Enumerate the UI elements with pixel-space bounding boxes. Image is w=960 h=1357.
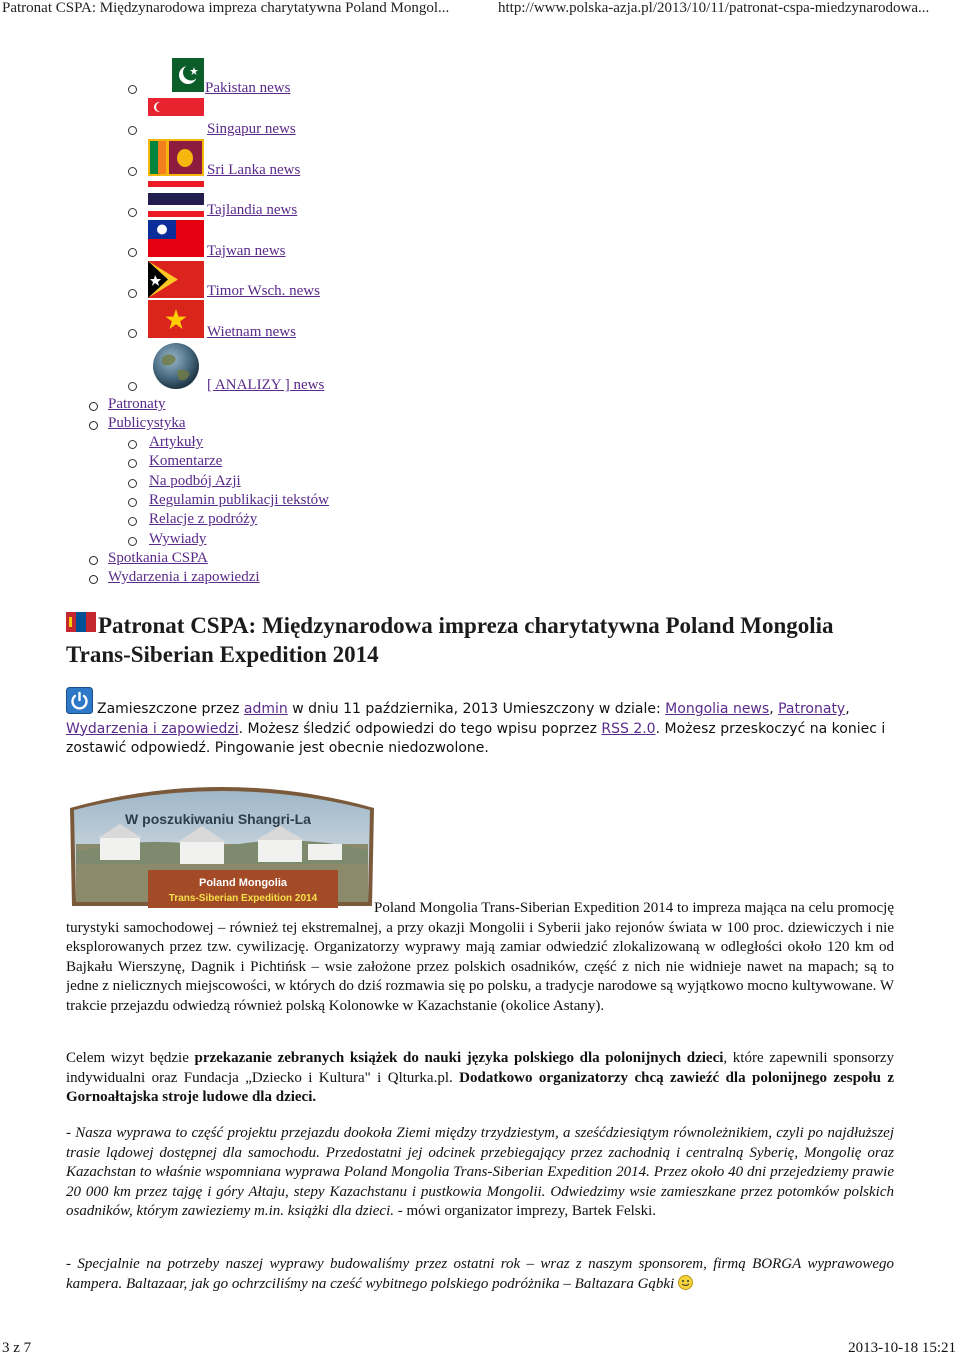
page-title-header: Patronat CSPA: Międzynarodowa impreza charytatywna Poland Mongol... [2,0,450,16]
thailand-flag-icon [148,181,204,217]
author-link[interactable]: admin [243,701,288,717]
page-url-header: http://www.polska-azja.pl/2013/10/11/patronat-cspa-miedzynarodowa... [498,0,930,16]
circle-bullet [128,289,137,298]
circle-bullet [128,85,137,94]
p2-part-c: , które zapewnili sponsorzy indywidualni oraz Fundacja „Dziecko i Kultura" i Qlturka.pl. [66,1050,894,1086]
circle-bullet [128,126,137,135]
menu-link-patronaty[interactable]: Patronaty [108,396,166,412]
circle-bullet [128,440,137,449]
sidebar-link-vietnam[interactable]: Wietnam news [207,324,296,340]
menu-link-relacje[interactable]: Relacje z podróży [149,511,258,527]
menu-link-na-podboj-azji[interactable]: Na podbój Azji [149,473,241,489]
page-counter: 3 z 7 [2,1340,32,1356]
p2-part-a: Celem wizyt będzie [66,1050,195,1066]
menu-link-spotkania[interactable]: Spotkania CSPA [108,550,208,566]
circle-bullet [128,537,137,546]
circle-bullet [128,329,137,338]
category-link-patronaty[interactable]: Patronaty [778,701,846,717]
meta-date: w dniu 11 października, 2013 Umieszczony w dziale: [292,701,661,717]
article-paragraph-quote [66,1124,894,1222]
sidebar-link-analizy[interactable]: [ ANALIZY ] news [207,377,325,393]
p4-text: - Specjalnie na potrzeby naszej wyprawy budowaliśmy przez ostatni rok – wraz z naszym sponsorem, firmą BORGA wyprawowego kampera. Baltazaar, jak go ochrzciliśmy na cześć wybitnego polskiego podróżnika – Baltazara Gąbki [66,1256,894,1292]
banner-text-top: W poszukiwaniu Shangri-La [125,811,311,827]
disc-bullet [89,575,98,584]
globe-icon [148,342,204,390]
circle-bullet [128,248,137,257]
disc-bullet [89,556,98,565]
p3-attribution: - mówi organizator imprezy, Bartek Felski. [394,1203,657,1219]
meta-prefix: Zamieszczone przez [97,701,240,717]
p3-quote: - Nasza wyprawa to część projektu przejazdu dookoła Ziemi między trzydziestym, a sześćdziesiątym równoleżnikiem, czyli po najdłuższej trasie lądowej dostępnej dla samochodu. Przedostatni jej odcinek przebiegający przez zachodnią i centralną Syberię, Mongolię oraz Kazachstan to właśnie wspomniana wyprawa Poland Mongolia Trans-Siberian Expedition 2014. Przez około 40 dni przejedziemy prawie 20 000 km przez tajgę i góry Ałtaju, stepy Kazachstanu i pustkowia Mongolii. Odwiedzimy wsie zamieszkane przez potomków polskich osadników, którym zawieziemy m.in. książki dla dzieci. [66,1125,894,1219]
circle-bullet [128,208,137,217]
menu-link-wydarzenia[interactable]: Wydarzenia i zapowiedzi [108,569,260,585]
p2-part-b: przekazanie zebranych książek do nauki języka polskiego dla polonijnych dzieci [194,1050,724,1066]
disc-bullet [89,402,98,411]
sidebar-link-pakistan[interactable]: Pakistan news [205,80,291,96]
smiley-icon [678,1275,693,1290]
singapore-flag-icon [148,98,204,134]
circle-bullet [128,382,137,391]
article-title: Patronat CSPA: Międzynarodowa impreza charytatywna Poland Mongolia Trans-Siberian Expedition 2014 [66,613,834,667]
circle-bullet [128,498,137,507]
circle-bullet [128,459,137,468]
menu-link-artykuly[interactable]: Artykuły [149,434,204,450]
circle-bullet [128,479,137,488]
menu-link-regulamin[interactable]: Regulamin publikacji tekstów [149,492,329,508]
menu-link-komentarze[interactable]: Komentarze [149,453,223,469]
article-intro [66,899,894,1025]
banner-text-bottom1: Poland Mongolia [199,877,287,889]
meta-end: . Możesz przeskoczyć na koniec i zostawić odpowiedź. Pingowanie jest obecnie niedozwolone. [66,720,886,756]
east-timor-flag-icon [148,261,204,298]
sidebar-link-thailand[interactable]: Tajlandia news [207,202,298,218]
sidebar-link-east-timor[interactable]: Timor Wsch. news [207,283,320,299]
sidebar-link-sri-lanka[interactable]: Sri Lanka news [207,162,301,178]
expedition-banner-image [68,774,376,910]
menu-link-wywiady[interactable]: Wywiady [149,531,207,547]
pakistan-flag-icon [162,58,204,92]
taiwan-flag-icon [148,220,204,257]
category-link-wydarzenia[interactable]: Wydarzenia i zapowiedzi [66,720,239,737]
vietnam-flag-icon [148,300,204,338]
sidebar-link-taiwan[interactable]: Tajwan news [207,243,286,259]
meta-follow: . Możesz śledzić odpowiedzi do tego wpisu poprzez [238,720,597,737]
sri-lanka-flag-icon [148,139,204,176]
sidebar-link-singapore[interactable]: Singapur news [207,121,296,137]
article-paragraph-camper [66,1255,894,1294]
disc-bullet [89,421,98,430]
article-paragraph-goal [66,1049,894,1108]
rss-link[interactable]: RSS 2.0 [601,720,656,737]
menu-link-publicystyka[interactable]: Publicystyka [108,415,186,431]
banner-text-bottom2: Trans-Siberian Expedition 2014 [168,893,318,904]
print-datetime: 2013-10-18 15:21 [848,1340,956,1356]
p2-part-d: Dodatkowo organizatorzy chcą zawieźć dla polonijnego zespołu z Gornoałtajska stroje ludowe dla dzieci. [66,1069,894,1105]
intro-text: Poland Mongolia Trans-Siberian Expedition 2014 to impreza mająca na celu promocję turystyki samochodowej – również tej ekstremalnej, a przy okazji Mongolii i Syberii jako rejonów świata w 100 proc. dziewiczych i nie eksplorowanych przez tzw. cywilizację. Organizatorzy wyprawy mają zamiar odwiedzić zlokalizowaną w odległości około 120 km od Bajkału Wierszynę, Dagnik i Pichtińsk – wsie założone przez polskich osadników, część z nich nie widnieje nawet na mapach; są to jedne z nielicznych miejscowości, w których do dziś rozmawia się po polsku, a tradycje narodowe są wyjątkowo mocno kultywowane. W trakcie przejazdu odwiedzą również polską Kolonowke w Kazachstanie (okolice Astany). [66,900,894,1014]
circle-bullet [128,167,137,176]
article-meta: Zamieszczone przez admin w dniu 11 października, 2013 Umieszczony w dziale: Mongolia news, Patronaty, Wydarzenia i zapowiedzi. Możesz śledzić odpowiedzi do tego wpisu poprzez RSS 2.0. Możesz przeskoczyć na koniec i zostawić odpowiedź. Pingowanie jest obecnie niedozwolone. [66,701,886,756]
print-header [0,0,960,18]
circle-bullet [128,517,137,526]
category-link-mongolia[interactable]: Mongolia news [665,701,770,717]
